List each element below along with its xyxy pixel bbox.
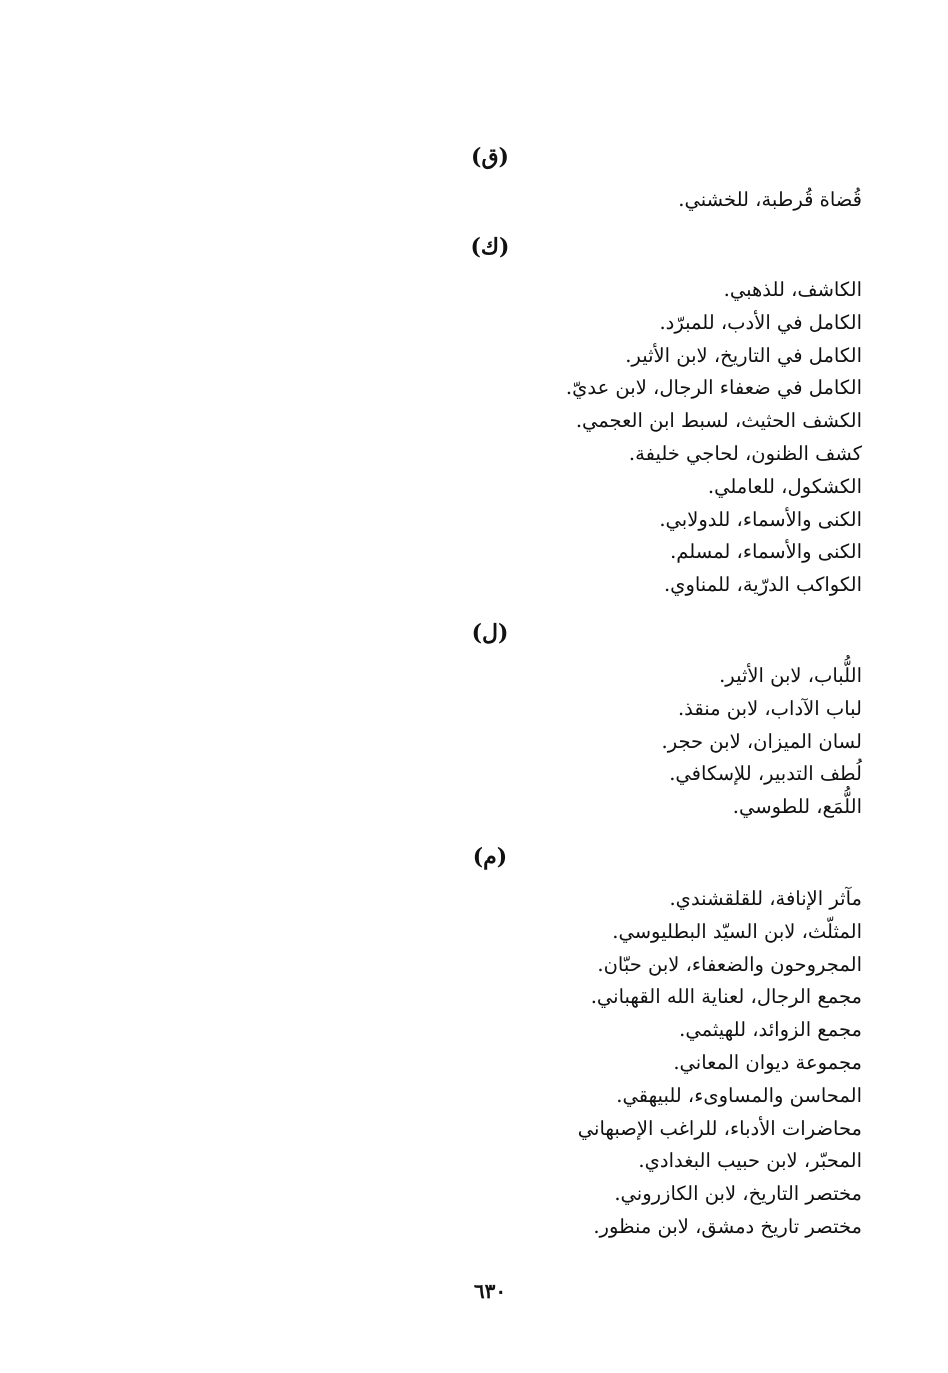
list-item: مآثر الإنافة، للقلقشندي. (669, 887, 862, 910)
list-item: لُطف التدبير، للإسكافي. (669, 762, 862, 786)
list-item: اللُّمَع، للطوسي. (732, 795, 862, 819)
list-item: الكامل في ضعفاء الرجال، لابن عديّ. (565, 376, 862, 400)
section-list-qaf (442, 184, 862, 217)
list-item: مجمع الرجال، لعناية الله القهباني. (590, 985, 862, 1009)
list-item: الكامل في التاريخ، لابن الأثير. (625, 343, 862, 367)
list-item: مجموعة ديوان المعاني. (673, 1050, 862, 1074)
list-item: لسان الميزان، لابن حجر. (661, 729, 862, 753)
page-number: ٦٣٠ (473, 1279, 507, 1303)
list-item: كشف الظنون، لحاجي خليفة. (628, 441, 862, 465)
list-item: الكشف الحثيث، لسبط ابن العجمي. (575, 409, 862, 433)
list-item: اللُّباب، لابن الأثير. (719, 664, 862, 687)
section-heading-kaf: (ك) (470, 234, 510, 260)
list-item: مختصر التاريخ، لابن الكازروني. (614, 1182, 862, 1206)
list-item: مجمع الزوائد، للهيثمي. (679, 1018, 862, 1042)
list-item: المحبّر، لابن حبيب البغدادي. (638, 1149, 862, 1173)
list-item: الكامل في الأدب، للمبرّد. (659, 310, 862, 334)
list-item: لباب الآداب، لابن منقذ. (677, 696, 862, 720)
section-heading-qaf: (ق) (471, 144, 509, 170)
list-item: الكنى والأسماء، للدولابي. (659, 507, 862, 531)
list-item: المحاسن والمساوىء، للبيهقي. (616, 1083, 862, 1107)
list-item: الكاشف، للذهبي. (723, 278, 862, 301)
section-list-lam (442, 660, 862, 824)
section-list-kaf (442, 274, 862, 602)
list-item: المثلّث، لابن السيّد البطليوسي. (612, 919, 862, 943)
section-heading-mim: (م) (472, 844, 508, 870)
section-heading-lam: (ل) (471, 620, 509, 646)
list-item: المجروحون والضعفاء، لابن حبّان. (597, 952, 862, 976)
list-item: مختصر تاريخ دمشق، لابن منظور. (593, 1214, 862, 1238)
list-item: الكشكول، للعاملي. (707, 474, 862, 498)
list-item: الكنى والأسماء، لمسلم. (670, 540, 862, 564)
list-item: الكواكب الدرّية، للمناوي. (663, 573, 862, 597)
list-item: قُضاة قُرطبة، للخشني. (678, 188, 862, 211)
section-list-mim (442, 883, 862, 1244)
list-item: محاضرات الأدباء، للراغب الإصبهاني (577, 1116, 862, 1140)
